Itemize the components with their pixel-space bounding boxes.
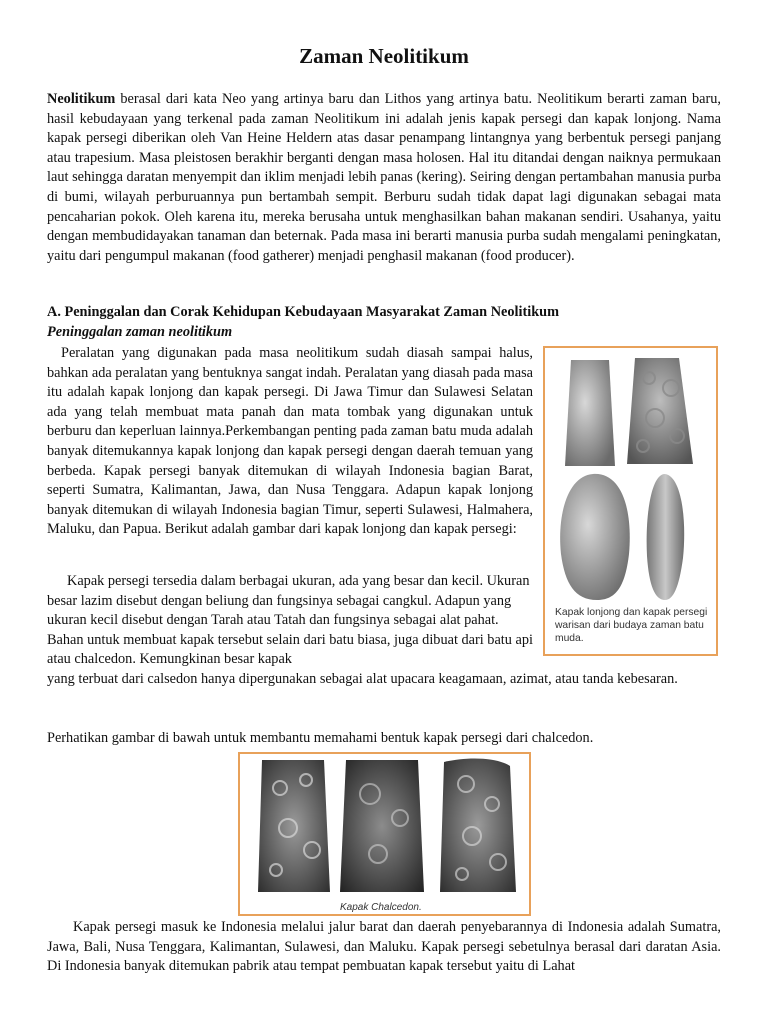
chalcedon-illustration [240,754,529,900]
section-subheading: Peninggalan zaman neolitikum [47,324,233,340]
paragraph-square-axe-part1: Kapak persegi tersedia dalam berbagai ukuran, ada yang besar dan kecil. Ukuran besar lazim disebut dengan beliung dan fungsinya sebagai cangkul. Adapun yang ukuran kecil disebut dengan Tarah atau Tatah dan fungsinya sebagai alat pahat. Bahan untuk membuat kapak tersebut selain dari batu biasa, juga dibuat dari batu api atau chalcedon. Kemungkinan besar kapak [47,573,533,668]
square-axe-smooth [565,360,615,466]
intro-text: berasal dari kata Neo yang artinya baru dan Lithos yang artinya batu. Neolitikum berarti zaman baru, hasil kebudayaan yang terkenal pada zaman Neolitikum ini adalah jenis kapak persegi dan kapak lonjong. Nama kapak persegi diberikan oleh Van Heine Heldern atas dasar penampang lintangnya yang berbentuk persegi panjang atau trapesium. Masa pleistosen berakhir berganti dengan masa holosen. Hal itu ditandai dengan naiknya permukaan laut sehingga daratan menyempit dan iklim menjadi lebih panas (kering). Seiring dengan pertambahan manusia purba di bumi, wilayah perburuannya pun bertambah sempit. Berburu sudah tidak dapat lagi digunakan sebagai mata pencaharian pokok. Oleh karena itu, mereka berusaha untuk menghasilkan bahan makanan sendiri. Usahanya, yaitu dengan membudidayakan tanaman dan beternak. Pada masa ini berarti manusia purba sudah mengalami peningkatan, yaitu dari pengumpul makanan (food gatherer) menjadi penghasil makanan (food producer). [47,91,721,264]
figure2-caption: Kapak Chalcedon. [340,902,422,913]
figure1-caption: Kapak lonjong dan kapak persegi warisan dari budaya zaman batu muda. [555,607,708,644]
figure-chalcedon-photo [238,752,531,916]
figure-axes-photo [543,346,718,656]
paragraph-square-axe-part2: yang terbuat dari calsedon hanya dipergunakan sebagai alat upacara keagamaan, azimat, atau tanda kebesaran. [47,671,678,687]
chalcedon-axe-3 [440,759,516,892]
oval-axe-wide [560,474,630,600]
chalcedon-axe-1 [258,760,330,892]
oval-axe-narrow [647,474,685,600]
paragraph-see-figure: Perhatikan gambar di bawah untuk membantu memahami bentuk kapak persegi dari chalcedon. [47,730,594,746]
intro-paragraph [47,90,721,266]
intro-lead-term: Neolitikum [47,91,116,107]
section-heading: A. Peninggalan dan Corak Kehidupan Kebudayaan Masyarakat Zaman Neolitikum [47,304,560,320]
page-title: Zaman Neolitikum [299,44,469,68]
chalcedon-axe-2 [340,760,424,892]
paragraph-tools: Peralatan yang digunakan pada masa neolitikum sudah diasah sampai halus, bahkan ada peralatan yang bentuknya sangat indah. Peralatan yang diasah pada masa itu adalah kapak lonjong dan kapak persegi. Di Jawa Timur dan Sulawesi Selatan ada yang telah membuat mata panah dan mata tombak yang digunakan untuk berburu dan keperluan lainnya.Perkembangan penting pada zaman batu muda adalah banyak ditemukannya kapak lonjong dan kapak persegi dengan daerah temuan yang berbeda. Kapak persegi banyak ditemukan di wilayah Indonesia bagian Barat, seperti Sumatra, Kalimantan, Jawa, dan Nusa Tenggara. Adapun kapak lonjong banyak ditemukan di wilayah Indonesia bagian Timur, seperti Sulawesi, Halmahera, Maluku, dan Papua. Berikut adalah gambar dari kapak lonjong dan kapak persegi: [47,345,533,538]
paragraph-distribution: Kapak persegi masuk ke Indonesia melalui jalur barat dan daerah penyebarannya di Indonesia adalah Sumatra, Jawa, Bali, Nusa Tenggara, Kalimantan, Sulawesi, dan Maluku. Kapak persegi sebetulnya berasal dari daratan Asia. Di Indonesia banyak ditemukan pabrik atau tempat pembuatan kapak tersebut yaitu di Lahat [47,919,721,975]
